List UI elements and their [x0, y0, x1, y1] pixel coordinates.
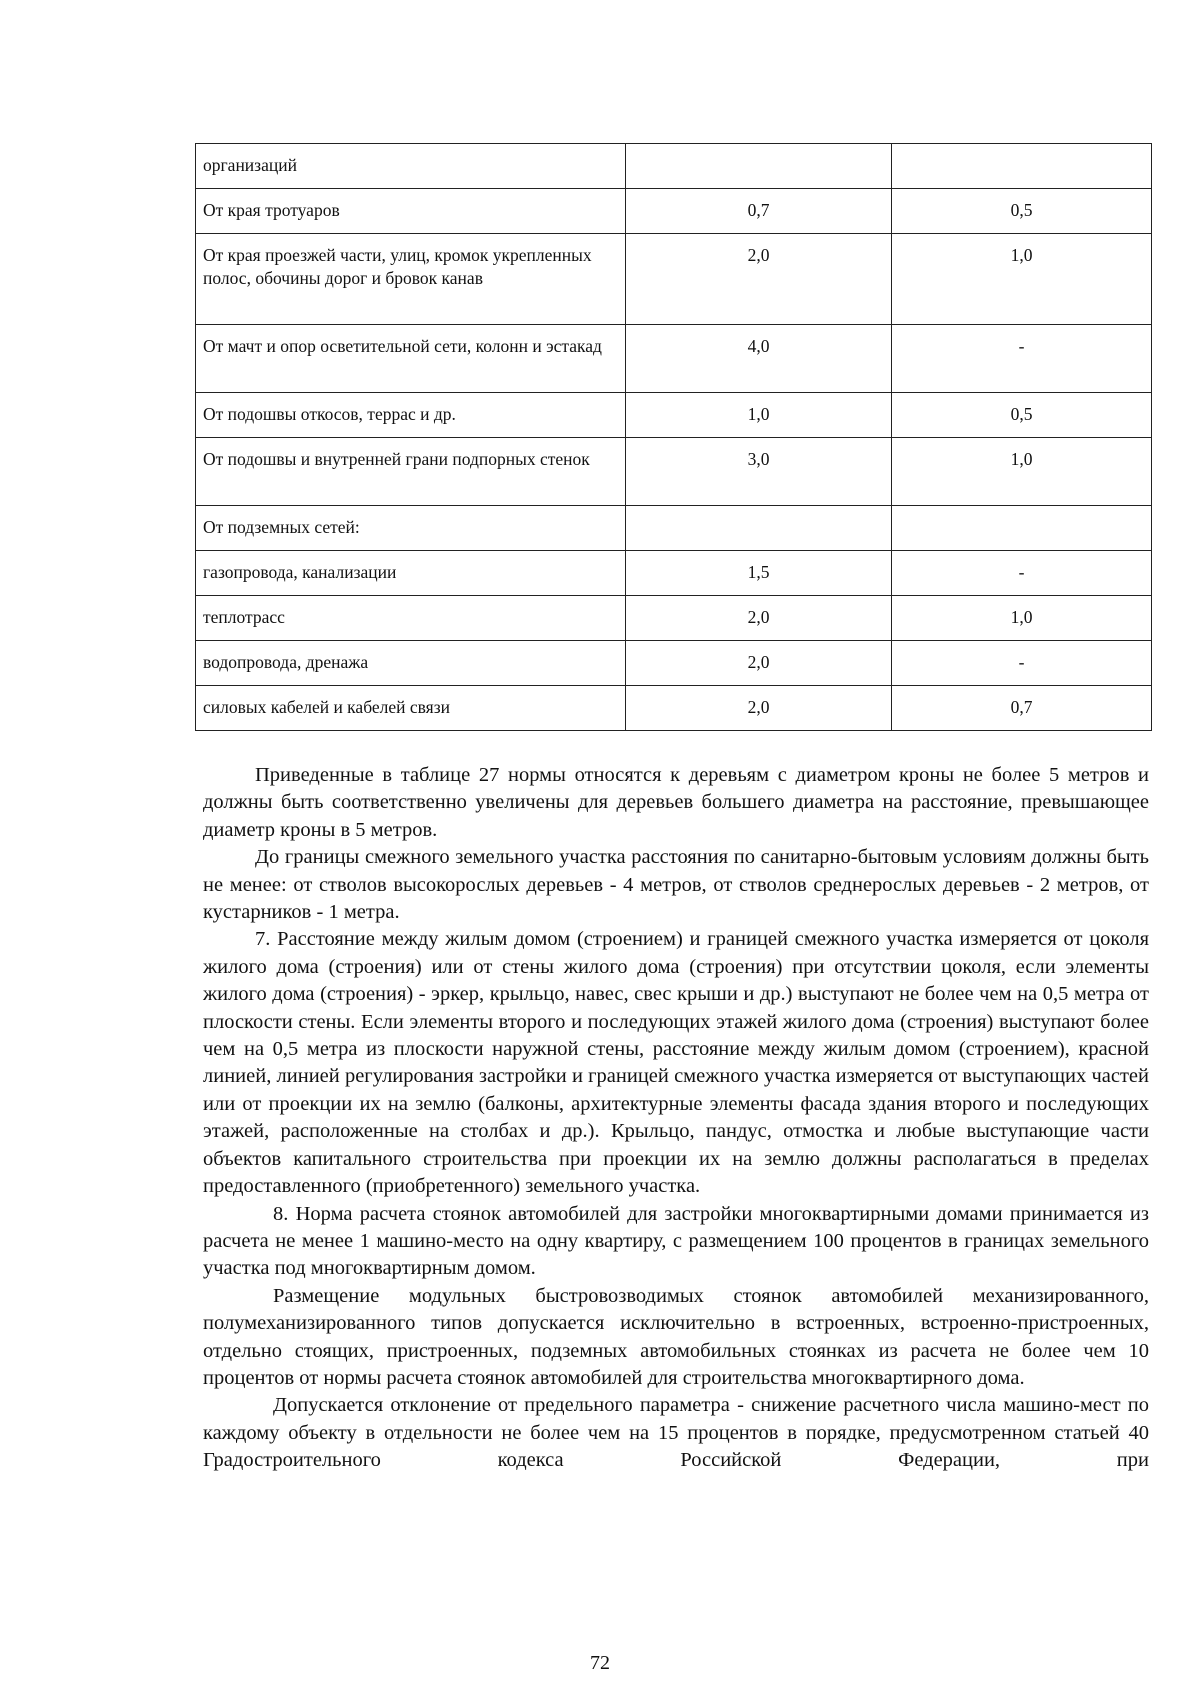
table-cell-value: 0,7 [626, 189, 892, 234]
table-cell-value [626, 144, 892, 189]
table-cell-value: 1,0 [892, 234, 1152, 325]
paragraph: Размещение модульных быстровозводимых стоянок автомобилей механизированного, полумеханизированного типов допускается исключительно в встроенных, встроенно-пристроенных, отдельно стоящих, пристроенных, подземных автомобильных стоянках из расчета не более чем 10 процентов от нормы расчета стоянок автомобилей для строительства многоквартирного дома. [203, 1284, 1149, 1389]
paragraph: Допускается отклонение от предельного параметра - снижение расчетного числа машино-мест по каждому объекту в отдельности не более чем на 15 процентов в порядке, предусмотренном статьей 40 Градостроительного кодекса Российской Федерации, при [203, 1394, 1149, 1472]
table-cell-value: 2,0 [626, 234, 892, 325]
table-cell-value: 1,0 [892, 438, 1152, 506]
table-cell-value [892, 144, 1152, 189]
paragraph: 7. Расстояние между жилым домом (строением) и границей смежного участка измеряется от цоколя жилого дома (строения) или от стены жилого дома (строения) при отсутствии цоколя, если элементы жилого дома (строения) - эркер, крыльцо, навес, свес крыши и др.) выступают не более чем на 0,5 метра от плоскости стены. Если элементы второго и последующих этажей жилого дома (строения) выступают более чем на 0,5 метра из плоскости наружной стены, расстояние между жилым домом (строением), красной линией, линией регулирования застройки и границей смежного участка измеряется от выступающих частей или от проекции их на землю (балконы, архитектурные элементы фасада здания второго и последующих этажей, расположенные на столбах и др.). Крыльцо, пандус, отмостка и любые выступающие части объектов капитального строительства при проекции их на землю должны располагаться в пределах предоставленного (приобретенного) земельного участка. [203, 928, 1149, 1198]
table-row [196, 144, 1152, 189]
table-cell-value: 0,7 [892, 686, 1152, 731]
body-text [203, 762, 1149, 1475]
table-cell-value: 2,0 [626, 686, 892, 731]
table-cell-description: От края тротуаров [196, 189, 626, 234]
table-cell-value: 2,0 [626, 596, 892, 641]
distance-norms-table [195, 143, 1152, 731]
table-cell-description: силовых кабелей и кабелей связи [196, 686, 626, 731]
table-row [196, 596, 1152, 641]
table-cell-description: От края проезжей части, улиц, кромок укрепленных полос, обочины дорог и бровок канав [196, 234, 626, 325]
table-cell-value [892, 506, 1152, 551]
table-row [196, 393, 1152, 438]
table-row [196, 506, 1152, 551]
table-cell-value: 1,0 [626, 393, 892, 438]
table-cell-value: - [892, 325, 1152, 393]
table-cell-value [626, 506, 892, 551]
table-row [196, 551, 1152, 596]
table-cell-description: От подошвы и внутренней грани подпорных стенок [196, 438, 626, 506]
table-cell-value: 1,5 [626, 551, 892, 596]
table-row [196, 234, 1152, 325]
table-cell-description: От мачт и опор осветительной сети, колонн и эстакад [196, 325, 626, 393]
table-cell-value: - [892, 551, 1152, 596]
table-row [196, 438, 1152, 506]
table-cell-description: теплотрасс [196, 596, 626, 641]
table-cell-value: 4,0 [626, 325, 892, 393]
table-cell-value: 0,5 [892, 189, 1152, 234]
table-cell-description: От подземных сетей: [196, 506, 626, 551]
table-cell-value: 3,0 [626, 438, 892, 506]
table-cell-description: От подошвы откосов, террас и др. [196, 393, 626, 438]
table-cell-description: водопровода, дренажа [196, 641, 626, 686]
table-cell-value: 1,0 [892, 596, 1152, 641]
table-row [196, 325, 1152, 393]
paragraph: 8. Норма расчета стоянок автомобилей для застройки многоквартирными домами принимается из расчета не менее 1 машино-место на одну квартиру, с размещением 100 процентов в границах земельного участка под многоквартирным домом. [203, 1202, 1149, 1280]
table-cell-description: газопровода, канализации [196, 551, 626, 596]
table-row [196, 686, 1152, 731]
table-row [196, 641, 1152, 686]
table-cell-value: - [892, 641, 1152, 686]
table-cell-value: 2,0 [626, 641, 892, 686]
table-row [196, 189, 1152, 234]
table-cell-value: 0,5 [892, 393, 1152, 438]
table-cell-description: организаций [196, 144, 626, 189]
paragraph: До границы смежного земельного участка расстояния по санитарно-бытовым условиям должны быть не менее: от стволов высокорослых деревьев - 4 метров, от стволов среднерослых деревьев - 2 метров, от кустарников - 1 метра. [203, 846, 1149, 924]
paragraph: Приведенные в таблице 27 нормы относятся к деревьям с диаметром кроны не более 5 метров и должны быть соответственно увеличены для деревьев большего диаметра на расстояние, превышающее диаметр кроны в 5 метров. [203, 764, 1149, 841]
page-number: 72 [590, 1652, 610, 1674]
